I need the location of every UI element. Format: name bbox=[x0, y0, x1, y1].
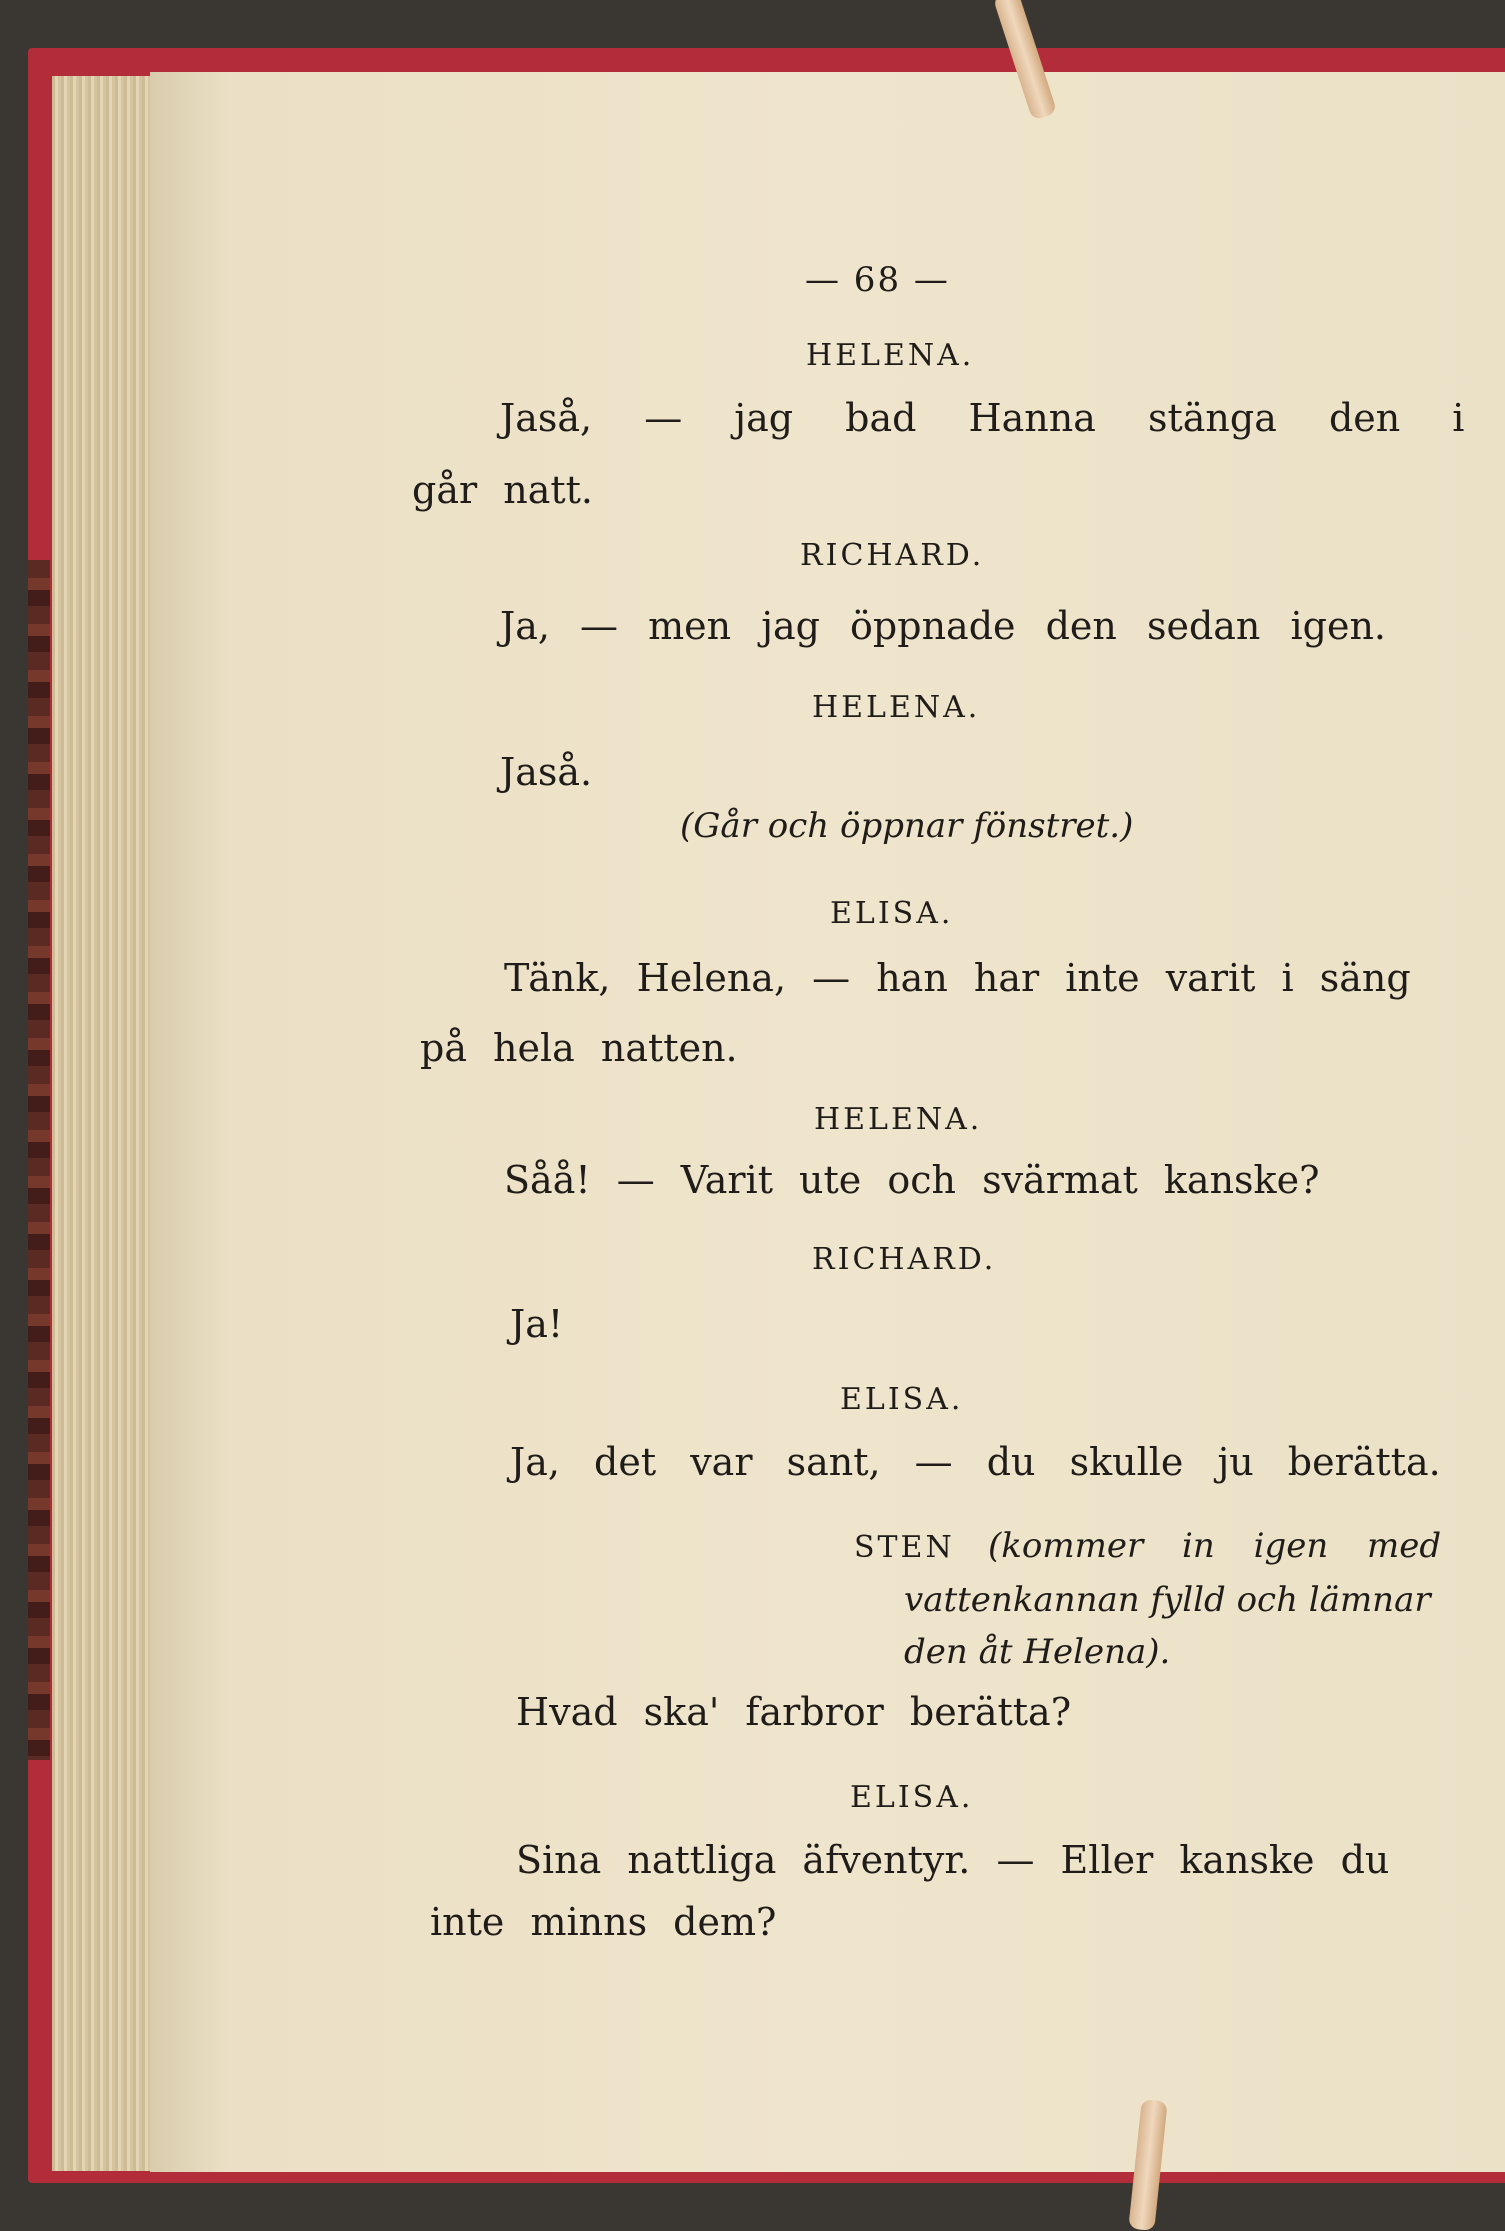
dialogue-line: Sina nattliga äfventyr. — Eller kanske du bbox=[516, 1838, 1390, 1882]
dialogue-line: Såå! — Varit ute och svärmat kanske? bbox=[504, 1158, 1320, 1202]
speaker-name: RICHARD. bbox=[812, 1242, 997, 1277]
dialogue-line: Jaså, — jag bad Hanna stänga den i bbox=[500, 396, 1465, 440]
stage-direction: vattenkannan fylld och lämnar bbox=[904, 1580, 1431, 1620]
page-edges bbox=[52, 76, 152, 2171]
speaker-name: HELENA. bbox=[814, 1102, 983, 1137]
speaker-name: HELENA. bbox=[812, 690, 981, 725]
dialogue-line: på hela natten. bbox=[420, 1026, 738, 1070]
speaker-name: STEN bbox=[854, 1530, 955, 1565]
dialogue-line: Ja! bbox=[510, 1302, 564, 1346]
speaker-name: ELISA. bbox=[830, 896, 954, 931]
dialogue-line: Hvad ska' farbror berätta? bbox=[516, 1690, 1072, 1734]
stage-direction: (kommer in igen med bbox=[988, 1526, 1442, 1566]
dialogue-line: går natt. bbox=[412, 468, 593, 512]
speaker-name: ELISA. bbox=[850, 1780, 974, 1815]
page-number: — 68 — bbox=[805, 260, 950, 300]
dialogue-line: Jaså. bbox=[500, 750, 593, 794]
speaker-name: RICHARD. bbox=[800, 538, 985, 573]
stage-direction: (Går och öppnar fönstret.) bbox=[680, 806, 1134, 846]
dialogue-line: Ja, det var sant, — du skulle ju berätta. bbox=[510, 1440, 1441, 1484]
dialogue-line: Ja, — men jag öppnade den sedan igen. bbox=[500, 604, 1386, 648]
dialogue-line: inte minns dem? bbox=[430, 1900, 777, 1944]
speaker-name: HELENA. bbox=[806, 338, 975, 373]
dialogue-line: Tänk, Helena, — han har inte varit i säng bbox=[504, 956, 1411, 1000]
speaker-name: ELISA. bbox=[840, 1382, 964, 1417]
stage-direction: den åt Helena). bbox=[904, 1632, 1171, 1672]
cover-marbled-edge bbox=[28, 560, 50, 1760]
